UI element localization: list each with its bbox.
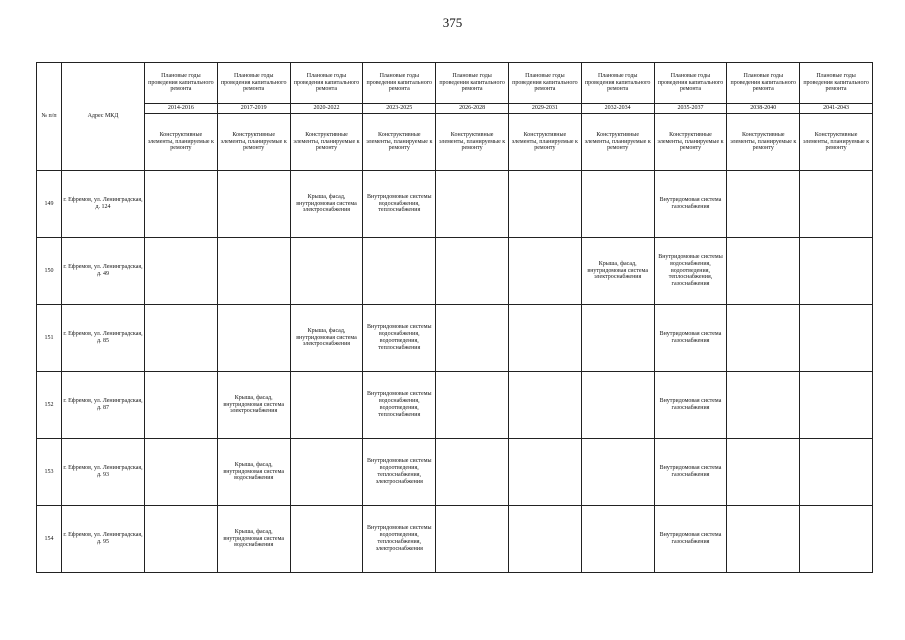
repair-cell: Крыша, фасад, внутридомовая система электроснабжения (581, 238, 654, 305)
repair-cell (508, 372, 581, 439)
period-title: Плановые годы проведения капитального ремонта (217, 63, 290, 104)
repair-cell (581, 171, 654, 238)
elements-label: Конструктивные элементы, планируемые к ремонту (727, 114, 800, 171)
row-address: г. Ефремов, ул. Ленинградская, д. 87 (62, 372, 145, 439)
repair-cell (436, 238, 509, 305)
row-number: 153 (37, 439, 62, 506)
repair-cell (581, 506, 654, 573)
repair-cell (727, 305, 800, 372)
repair-cell: Крыша, фасад, внутридомовая система электроснабжения (290, 171, 363, 238)
elements-label: Конструктивные элементы, планируемые к ремонту (800, 114, 873, 171)
period-years: 2020-2022 (290, 104, 363, 114)
repair-cell (145, 305, 218, 372)
header-row-years (37, 104, 873, 114)
header-row-elements (37, 114, 873, 171)
repair-cell (436, 506, 509, 573)
repair-cell (727, 171, 800, 238)
repair-cell (508, 238, 581, 305)
period-years: 2035-2037 (654, 104, 727, 114)
repair-cell (508, 506, 581, 573)
row-address: г. Ефремов, ул. Ленинградская, д. 124 (62, 171, 145, 238)
period-years: 2014-2016 (145, 104, 218, 114)
repair-cell (800, 372, 873, 439)
repair-cell (436, 171, 509, 238)
repair-cell (581, 305, 654, 372)
repair-cell (145, 238, 218, 305)
period-title: Плановые годы проведения капитального ремонта (145, 63, 218, 104)
repair-cell (581, 439, 654, 506)
period-years: 2017-2019 (217, 104, 290, 114)
period-title: Плановые годы проведения капитального ремонта (290, 63, 363, 104)
repair-cell: Крыша, фасад, внутридомовая система водоснабжения (217, 439, 290, 506)
period-years: 2026-2028 (436, 104, 509, 114)
elements-label: Конструктивные элементы, планируемые к ремонту (290, 114, 363, 171)
period-title: Плановые годы проведения капитального ремонта (654, 63, 727, 104)
repair-cell (290, 439, 363, 506)
table-row (37, 506, 873, 573)
repair-cell: Крыша, фасад, внутридомовая система электроснабжения (290, 305, 363, 372)
repair-cell (727, 506, 800, 573)
elements-label: Конструктивные элементы, планируемые к ремонту (436, 114, 509, 171)
repair-cell (145, 506, 218, 573)
elements-label: Конструктивные элементы, планируемые к ремонту (363, 114, 436, 171)
repair-cell (581, 372, 654, 439)
period-title: Плановые годы проведения капитального ремонта (436, 63, 509, 104)
elements-label: Конструктивные элементы, планируемые к ремонту (145, 114, 218, 171)
table-row (37, 372, 873, 439)
header-row-titles (37, 63, 873, 104)
row-address: г. Ефремов, ул. Ленинградская, д. 49 (62, 238, 145, 305)
repair-cell (727, 238, 800, 305)
repair-cell (145, 372, 218, 439)
period-title: Плановые годы проведения капитального ремонта (727, 63, 800, 104)
repair-cell (800, 171, 873, 238)
table-row (37, 238, 873, 305)
repair-cell (436, 305, 509, 372)
row-number: 149 (37, 171, 62, 238)
repair-schedule-table (36, 62, 873, 573)
repair-cell (508, 171, 581, 238)
col-number-header: № п/п (37, 63, 62, 171)
repair-cell: Внутридомовые системы водоотведения, теплоснабжения, электроснабжения (363, 439, 436, 506)
page-number: 375 (442, 15, 463, 30)
elements-label: Конструктивные элементы, планируемые к ремонту (508, 114, 581, 171)
repair-cell (290, 506, 363, 573)
table-row (37, 171, 873, 238)
period-years: 2041-2043 (800, 104, 873, 114)
repair-cell (800, 305, 873, 372)
period-years: 2023-2025 (363, 104, 436, 114)
repair-cell: Крыша, фасад, внутридомовая система электроснабжения (217, 372, 290, 439)
repair-cell (727, 372, 800, 439)
repair-cell (800, 506, 873, 573)
period-title: Плановые годы проведения капитального ремонта (363, 63, 436, 104)
repair-cell: Крыша, фасад, внутридомовая система водоснабжения (217, 506, 290, 573)
repair-cell: Внутридомовая система газоснабжения (654, 305, 727, 372)
period-years: 2029-2031 (508, 104, 581, 114)
repair-cell (800, 439, 873, 506)
row-number: 150 (37, 238, 62, 305)
elements-label: Конструктивные элементы, планируемые к ремонту (217, 114, 290, 171)
repair-cell (290, 372, 363, 439)
repair-cell: Внутридомовая система газоснабжения (654, 506, 727, 573)
repair-cell (217, 171, 290, 238)
elements-label: Конструктивные элементы, планируемые к ремонту (581, 114, 654, 171)
repair-cell (800, 238, 873, 305)
row-number: 151 (37, 305, 62, 372)
repair-cell: Внутридомовая система газоснабжения (654, 372, 727, 439)
row-number: 154 (37, 506, 62, 573)
repair-cell (145, 439, 218, 506)
period-years: 2032-2034 (581, 104, 654, 114)
repair-cell: Внутридомовые системы водоснабжения, водоотведения, теплоснабжения, газоснабжения (654, 238, 727, 305)
repair-cell (508, 439, 581, 506)
repair-cell: Внутридомовая система газоснабжения (654, 171, 727, 238)
repair-cell (217, 238, 290, 305)
repair-cell (217, 305, 290, 372)
row-address: г. Ефремов, ул. Ленинградская, д. 85 (62, 305, 145, 372)
period-title: Плановые годы проведения капитального ремонта (800, 63, 873, 104)
row-number: 152 (37, 372, 62, 439)
period-title: Плановые годы проведения капитального ремонта (581, 63, 654, 104)
table-row (37, 305, 873, 372)
repair-cell (363, 238, 436, 305)
repair-cell (290, 238, 363, 305)
repair-cell: Внутридомовые системы водоснабжения, водоотведения, теплоснабжения (363, 372, 436, 439)
repair-cell: Внутридомовые системы водоотведения, теплоснабжения, электроснабжения (363, 506, 436, 573)
repair-cell (436, 372, 509, 439)
row-address: г. Ефремов, ул. Ленинградская, д. 95 (62, 506, 145, 573)
repair-cell (727, 439, 800, 506)
repair-cell: Внутридомовая система газоснабжения (654, 439, 727, 506)
row-address: г. Ефремов, ул. Ленинградская, д. 93 (62, 439, 145, 506)
table-row (37, 439, 873, 506)
repair-cell (508, 305, 581, 372)
repair-cell (145, 171, 218, 238)
col-address-header: Адрес МКД (62, 63, 145, 171)
repair-cell (436, 439, 509, 506)
repair-cell: Внутридомовые системы водоснабжения, водоотведения, теплоснабжения (363, 305, 436, 372)
elements-label: Конструктивные элементы, планируемые к ремонту (654, 114, 727, 171)
period-title: Плановые годы проведения капитального ремонта (508, 63, 581, 104)
repair-cell: Внутридомовые системы водоснабжения, теплоснабжения (363, 171, 436, 238)
period-years: 2038-2040 (727, 104, 800, 114)
